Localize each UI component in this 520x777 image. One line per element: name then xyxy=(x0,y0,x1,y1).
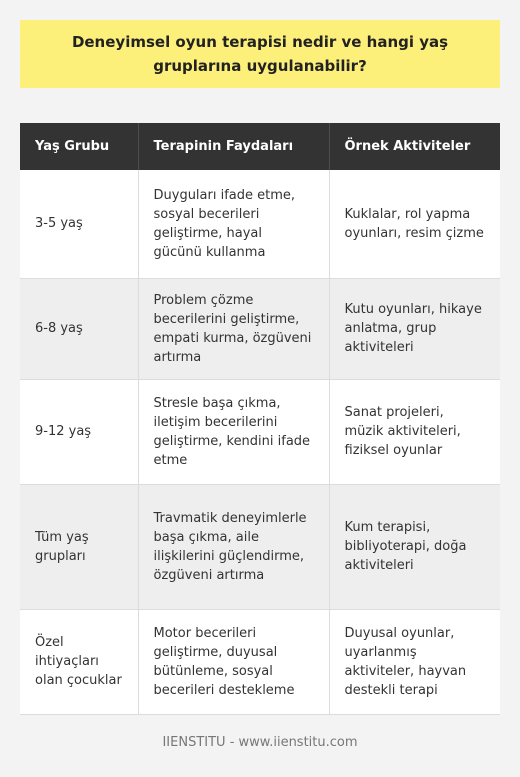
benefits-cell: Stresle başa çıkma, iletişim becerilerini geliştirme, kendini ifade etme xyxy=(138,379,329,484)
age-group-cell: 3-5 yaş xyxy=(20,170,138,278)
benefits-cell: Travmatik deneyimlerle başa çıkma, aile ilişkilerini güçlendirme, özgüveni artırma xyxy=(138,484,329,609)
age-group-cell: Tüm yaş grupları xyxy=(20,484,138,609)
footer-credit: IIENSTITU - www.iienstitu.com xyxy=(162,735,358,750)
benefits-cell: Motor becerileri geliştirme, duyusal bütünleme, sosyal becerileri destekleme xyxy=(138,609,329,714)
benefits-cell: Duyguları ifade etme, sosyal becerileri geliştirme, hayal gücünü kullanma xyxy=(138,170,329,278)
activities-cell: Kutu oyunları, hikaye anlatma, grup aktiviteleri xyxy=(329,278,500,379)
table-header-row xyxy=(20,123,500,170)
activities-cell: Kuklalar, rol yapma oyunları, resim çizme xyxy=(329,170,500,278)
activities-cell: Kum terapisi, bibliyoterapi, doğa aktiviteleri xyxy=(329,484,500,609)
age-group-cell: 6-8 yaş xyxy=(20,278,138,379)
table-row xyxy=(20,170,500,278)
header-age-group: Yaş Grubu xyxy=(20,123,138,170)
age-group-table xyxy=(20,123,500,715)
table-row xyxy=(20,278,500,379)
page-title: Deneyimsel oyun terapisi nedir ve hangi yaş gruplarına uygulanabilir? xyxy=(71,33,449,75)
table-row xyxy=(20,379,500,484)
title-banner xyxy=(20,20,500,88)
table-row xyxy=(20,484,500,609)
age-group-cell: 9-12 yaş xyxy=(20,379,138,484)
benefits-cell: Problem çözme becerilerini geliştirme, empati kurma, özgüveni artırma xyxy=(138,278,329,379)
table-row xyxy=(20,609,500,714)
header-benefits: Terapinin Faydaları xyxy=(138,123,329,170)
activities-cell: Sanat projeleri, müzik aktiviteleri, fiziksel oyunlar xyxy=(329,379,500,484)
header-activities: Örnek Aktiviteler xyxy=(329,123,500,170)
age-group-cell: Özel ihtiyaçları olan çocuklar xyxy=(20,609,138,714)
activities-cell: Duyusal oyunlar, uyarlanmış aktiviteler, hayvan destekli terapi xyxy=(329,609,500,714)
